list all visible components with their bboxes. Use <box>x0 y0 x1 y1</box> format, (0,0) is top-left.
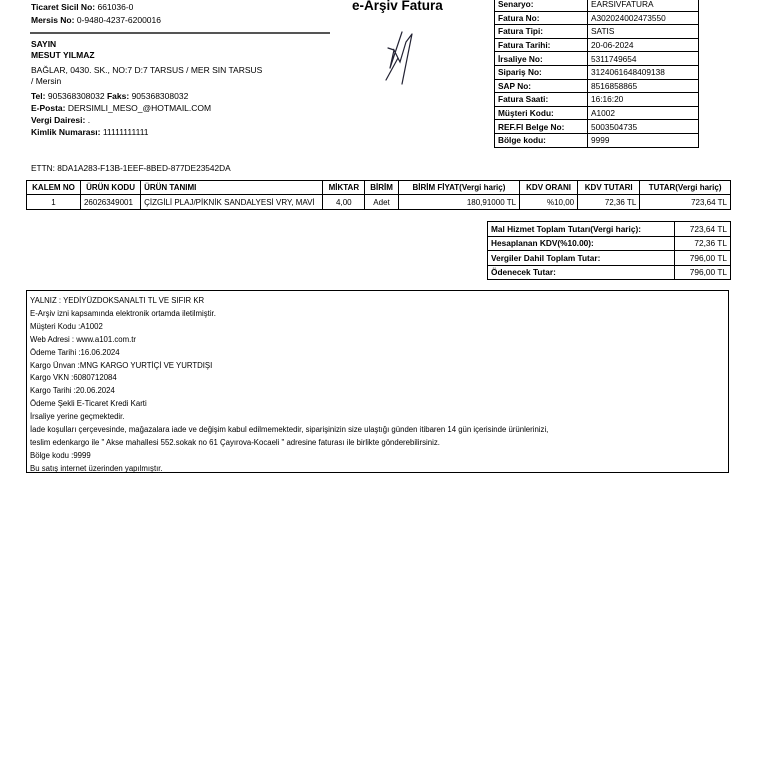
col-birim-fiyat: BİRİM FİYAT(Vergi hariç) <box>398 181 519 195</box>
note-line: İrsaliye yerine geçmektedir. <box>30 412 125 422</box>
totals-value: 723,64 TL <box>675 222 731 237</box>
buyer-address-line2: / Mersin <box>31 76 62 86</box>
note-line: teslim edenkargo ile " Akse mahallesi 552.sokak no 61 Çayırova-Kocaeli " adresine faturası ile birlikte gönderebilirsiniz. <box>30 437 440 447</box>
note-line: Müşteri Kodu :A1002 <box>30 321 103 331</box>
buyer-tax-office <box>31 115 271 126</box>
col-urun-tanimi: ÜRÜN TANIMI <box>141 181 323 195</box>
cell-kdv-orani: %10,00 <box>520 195 578 210</box>
info-value: 9999 <box>588 133 699 147</box>
totals-row <box>488 222 731 237</box>
info-row <box>495 120 699 134</box>
info-value: EARSIVFATURA <box>588 0 699 11</box>
header-divider <box>30 32 330 34</box>
note-line: Ödeme Tarihi :16.06.2024 <box>30 347 120 357</box>
info-label: Senaryo: <box>495 0 588 11</box>
buyer-phone <box>31 91 271 102</box>
buyer-email <box>31 103 271 114</box>
col-tutar: TUTAR(Vergi hariç) <box>640 181 731 195</box>
info-label: Sipariş No: <box>495 65 588 79</box>
cell-tutar: 723,64 TL <box>640 195 731 210</box>
note-line: Ödeme Şekli E-Ticaret Kredi Karti <box>30 399 147 409</box>
ticaret-sicil-value: 661036-0 <box>97 2 134 12</box>
col-birim: BİRİM <box>365 181 399 195</box>
buyer-block <box>31 39 271 138</box>
ticaret-sicil <box>31 2 133 12</box>
email-label: E-Posta: <box>31 103 66 113</box>
cell-urun-tanimi: ÇİZGİLİ PLAJ/PİKNİK SANDALYESİ VRY, MAVİ <box>141 195 323 210</box>
faks-value: 905368308032 <box>131 91 189 101</box>
cell-kdv-tutari: 72,36 TL <box>578 195 640 210</box>
info-row <box>495 93 699 107</box>
totals-label: Hesaplanan KDV(%10.00): <box>488 236 675 251</box>
email-value: DERSIMLI_MESO_@HOTMAIL.COM <box>67 103 212 113</box>
buyer-name: MESUT YILMAZ <box>31 50 95 60</box>
col-kdv-tutari: KDV TUTARI <box>578 181 640 195</box>
info-row <box>495 52 699 66</box>
buyer-id-number <box>31 127 271 138</box>
info-label: REF.FI Belge No: <box>495 120 588 134</box>
kimlik-label: Kimlik Numarası: <box>31 127 101 137</box>
cell-urun-kodu: 26026349001 <box>80 195 140 210</box>
mersis-value: 0-9480-4237-6200016 <box>76 15 161 25</box>
faks-label: Faks: <box>106 91 130 101</box>
ettn: ETTN: 8DA1A283-F13B-1EEF-8BED-877DE23542DA <box>31 163 231 173</box>
info-label: Müşteri Kodu: <box>495 106 588 120</box>
info-row <box>495 25 699 39</box>
table-row <box>27 195 731 210</box>
items-header-row <box>27 181 731 195</box>
cell-birim-fiyat: 180,91000 TL <box>398 195 519 210</box>
info-value: 16:16:20 <box>588 93 699 107</box>
totals-row <box>488 236 731 251</box>
buyer-address-line1: BAĞLAR, 0430. SK., NO:7 D:7 TARSUS / MER SIN TARSUS <box>31 65 263 75</box>
note-line: İade koşulları çerçevesinde, mağazalara iade ve değişim kabul edilmemektedir, siparişinizin size ulaştığı günden itibaren 14 gün içerisinde ürünlerinizi, <box>30 425 549 435</box>
info-value: A1002 <box>588 106 699 120</box>
info-label: Bölge kodu: <box>495 133 588 147</box>
totals-value: 796,00 TL <box>675 265 731 280</box>
info-row <box>495 133 699 147</box>
kimlik-value: 11111111111 <box>102 127 149 137</box>
vergi-label: Vergi Dairesi: <box>31 115 86 125</box>
totals-table <box>487 221 731 280</box>
info-value: 3124061648409138 <box>588 65 699 79</box>
col-miktar: MİKTAR <box>323 181 365 195</box>
note-line: Web Adresi : www.a101.com.tr <box>30 334 137 344</box>
info-label: SAP No: <box>495 79 588 93</box>
info-row <box>495 0 699 11</box>
note-line: Kargo VKN :6080712084 <box>30 373 117 383</box>
info-value: 5311749654 <box>588 52 699 66</box>
totals-label: Mal Hizmet Toplam Tutarı(Vergi hariç): <box>488 222 675 237</box>
info-value: SATIS <box>588 25 699 39</box>
totals-value: 796,00 TL <box>675 251 731 266</box>
col-kalem-no: KALEM NO <box>27 181 81 195</box>
totals-label: Ödenecek Tutar: <box>488 265 675 280</box>
cell-kalem-no: 1 <box>27 195 81 210</box>
info-label: Fatura No: <box>495 11 588 25</box>
info-row <box>495 38 699 52</box>
note-line: YALNIZ : YEDİYÜZDOKSANALTI TL VE SIFIR KR <box>30 296 205 305</box>
note-line: Bu satış internet üzerinden yapılmıştır. <box>30 463 163 473</box>
info-value: 8516858865 <box>588 79 699 93</box>
note-line: E-Arşiv izni kapsamında elektronik ortamda iletilmiştir. <box>30 308 216 318</box>
ticaret-sicil-label: Ticaret Sicil No: <box>31 2 96 12</box>
note-line: Kargo Ünvan :MNG KARGO YURTİÇİ VE YURTDIŞI <box>30 360 213 370</box>
notes-box <box>26 290 729 473</box>
invoice-info-table <box>494 0 699 148</box>
vergi-value: . <box>87 115 91 125</box>
info-label: Fatura Tipi: <box>495 25 588 39</box>
info-value: A302024002473550 <box>588 11 699 25</box>
info-row <box>495 106 699 120</box>
note-line: Kargo Tarihi :20.06.2024 <box>30 386 115 396</box>
tel-label: Tel: <box>31 91 46 101</box>
document-title: e-Arşiv Fatura <box>352 0 443 13</box>
totals-label: Vergiler Dahil Toplam Tutar: <box>488 251 675 266</box>
signature-image <box>372 28 426 86</box>
note-line: Bölge kodu :9999 <box>30 450 91 460</box>
info-row <box>495 65 699 79</box>
mersis <box>31 15 161 25</box>
cell-birim: Adet <box>365 195 399 210</box>
mersis-label: Mersis No: <box>31 15 75 25</box>
col-urun-kodu: ÜRÜN KODU <box>80 181 140 195</box>
cell-miktar: 4,00 <box>323 195 365 210</box>
totals-row <box>488 251 731 266</box>
col-kdv-orani: KDV ORANI <box>520 181 578 195</box>
totals-value: 72,36 TL <box>675 236 731 251</box>
info-value: 5003504735 <box>588 120 699 134</box>
tel-value: 905368308032 <box>47 91 105 101</box>
totals-row <box>488 265 731 280</box>
info-value: 20-06-2024 <box>588 38 699 52</box>
info-row <box>495 11 699 25</box>
items-table <box>26 180 731 210</box>
info-row <box>495 79 699 93</box>
buyer-heading: SAYIN <box>31 39 57 49</box>
info-label: Fatura Saati: <box>495 93 588 107</box>
info-label: Fatura Tarihi: <box>495 38 588 52</box>
info-label: İrsaliye No: <box>495 52 588 66</box>
